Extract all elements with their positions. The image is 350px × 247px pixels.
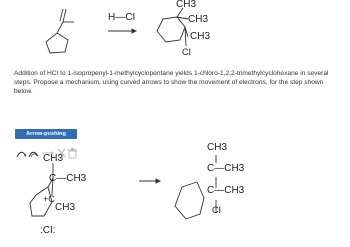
reactant-structure xyxy=(46,9,74,53)
product-ch3-right-lower: CH3 xyxy=(190,31,211,42)
question-text: Addition of HCI to 1-isopropenyl-1-methylcyclopentane yields 1-chloro-1,2,2-trimethylcyclohexane in several steps. Propose a mechanism, using curved arrows to show the movement of electrons, for the step shown below. xyxy=(14,70,329,95)
arrow-pushing-instructions-button[interactable]: Arrow-pushing Instructions xyxy=(15,129,77,139)
single-curved-arrow-icon[interactable] xyxy=(15,147,27,159)
product-step-c-ch3-lower: C—CH3 xyxy=(207,185,245,196)
cation-ch3-bottom: CH3 xyxy=(55,202,76,213)
product-structure xyxy=(157,8,188,46)
reagent-label: H—CI xyxy=(108,12,136,23)
carbocation-center: +C xyxy=(43,194,55,204)
trash-icon[interactable] xyxy=(67,147,77,159)
product-step-ch3-top: CH3 xyxy=(207,142,228,153)
carbocation-structure xyxy=(30,163,53,216)
double-curved-arrow-icon[interactable] xyxy=(27,147,39,159)
cation-ch3-top: CH3 xyxy=(43,153,64,164)
step-arrow xyxy=(139,179,160,183)
product-ch3-right-upper: CH3 xyxy=(188,14,209,25)
cation-c-ch3: C—CH3 xyxy=(49,173,87,184)
reaction-arrow-top xyxy=(108,29,136,33)
chloride-ion[interactable]: :CI: xyxy=(40,225,56,236)
product-ch3-top: CH3 xyxy=(176,0,197,10)
product-cl: CI xyxy=(182,47,191,57)
product-step-c-ch3-upper: C—CH3 xyxy=(207,163,245,174)
product-step-cl: CI xyxy=(212,205,221,215)
